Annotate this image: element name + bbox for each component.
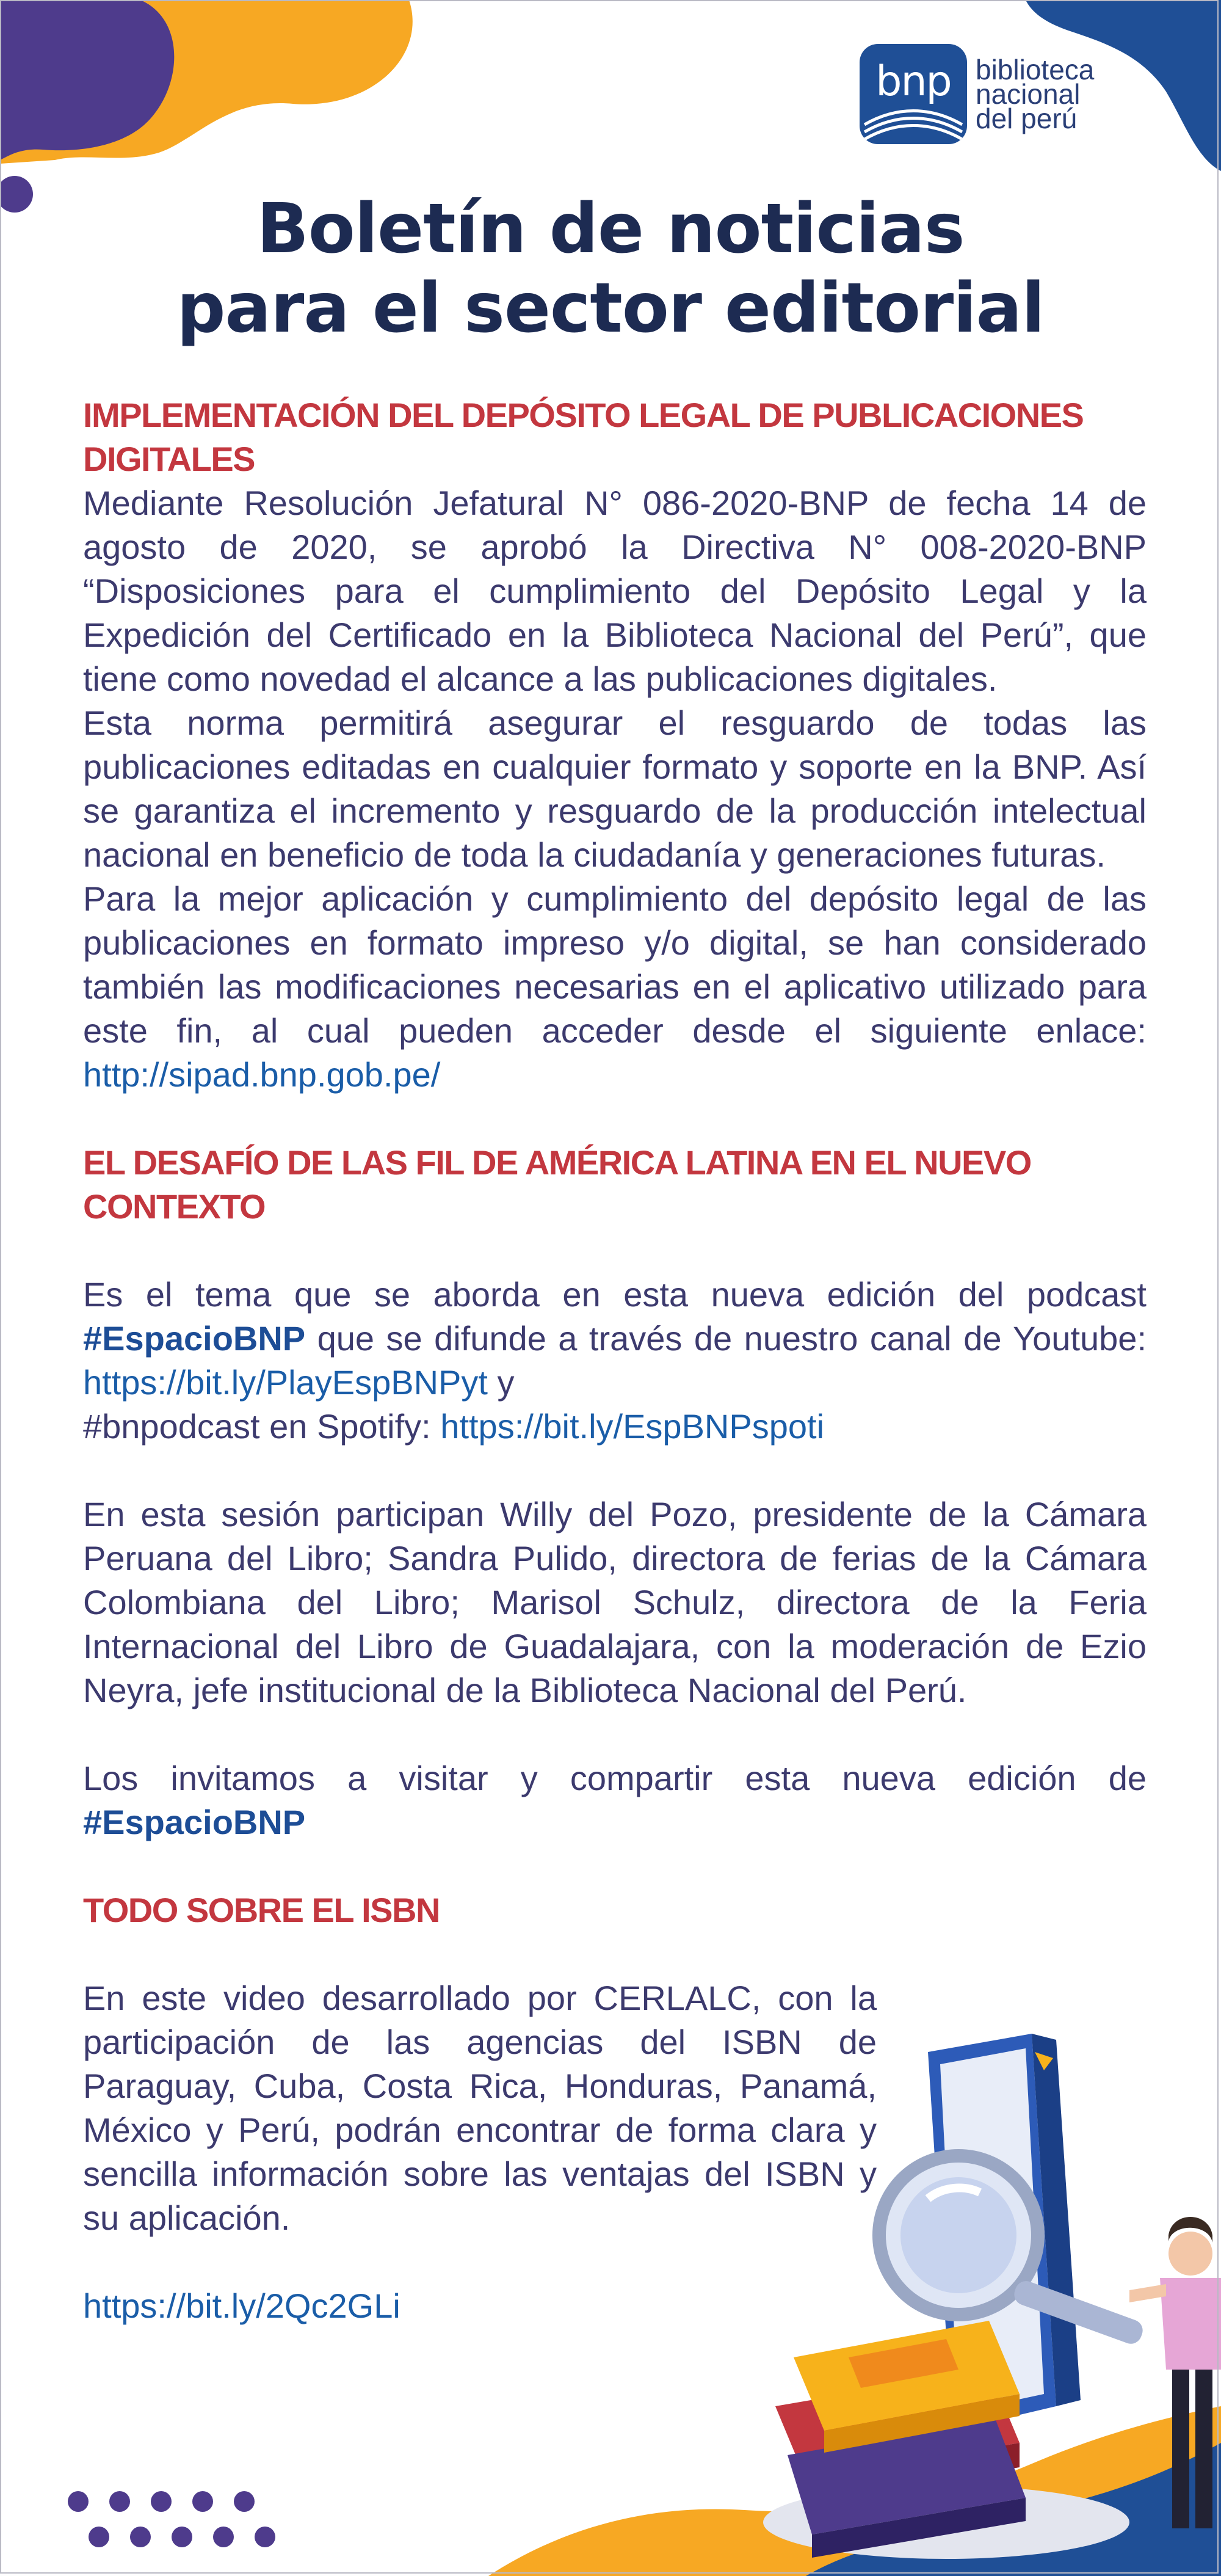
- fil-p1-text-a: Es el tema que se aborda en esta nueva edición del podcast: [83, 1275, 1147, 1314]
- espaciobnp-hashtag-2: #EspacioBNP: [83, 1803, 306, 1841]
- youtube-link[interactable]: https://bit.ly/PlayEspBNPyt: [83, 1363, 488, 1402]
- bnp-logo: [860, 44, 1094, 144]
- section-heading-isbn: TODO SOBRE EL ISBN: [83, 1891, 440, 1929]
- title-line-2: para el sector editorial: [176, 269, 1045, 348]
- books-magnifier-illustration: [702, 2028, 1221, 2565]
- bnp-logo-words: [976, 54, 1095, 134]
- bnp-logo-badge: [860, 44, 967, 144]
- deposito-paragraph-1: Mediante Resolución Jefatural N° 086-2020-BNP de fecha 14 de agosto de 2020, se aprobó la Directiva N° 008-2020-BNP “Disposiciones para el cumplimiento del Depósito Legal y la Expedición del Certificado en la Biblioteca Nacional del Perú”, que tiene como novedad el alcance a las publicaciones digitales.: [83, 484, 1147, 698]
- spotify-link[interactable]: https://bit.ly/EspBNPspoti: [440, 1407, 825, 1446]
- fil-paragraph-3: [83, 1756, 1147, 1844]
- deposito-paragraph-2: Esta norma permitirá asegurar el resguardo de todas las publicaciones editadas en cualquier formato y soporte en la BNP. Así se garantiza el incremento y resguardo de la producción intelectual nacional en beneficio de toda la ciudadanía y generaciones futuras.: [83, 704, 1147, 874]
- book-stack-icon: [775, 2321, 1026, 2558]
- section-heading-deposito: IMPLEMENTACIÓN DEL DEPÓSITO LEGAL DE PUBLICACIONES DIGITALES: [83, 396, 1084, 478]
- fil-paragraph-2: En esta sesión participan Willy del Pozo, presidente de la Cámara Peruana del Libro; Sandra Pulido, directora de ferias de la Cámara Colombiana del Libro; Marisol Schulz, directora de la Feria Internacional del Libro de Guadalajara, con la moderación de Ezio Neyra, jefe institucional de la Biblioteca Nacional del Perú.: [83, 1495, 1147, 1709]
- fil-paragraph-1: [83, 1273, 1147, 1449]
- logo-line-2: nacional: [976, 78, 1081, 110]
- title-line-1: Boletín de noticias: [256, 189, 965, 269]
- person-figure-icon: [1129, 2217, 1221, 2528]
- logo-line-3: del perú: [976, 103, 1078, 134]
- espaciobnp-hashtag: #EspacioBNP: [83, 1319, 306, 1358]
- fil-p1-text-c: y: [497, 1363, 515, 1402]
- section-heading-fil: EL DESAFÍO DE LAS FIL DE AMÉRICA LATINA EN EL NUEVO CONTEXTO: [83, 1143, 1031, 1226]
- fil-p1-text-b: que se difunde a través de nuestro canal de Youtube:: [317, 1319, 1147, 1358]
- fil-p1-text-d: #bnpodcast en Spotify:: [83, 1407, 431, 1446]
- deposito-paragraph-3-text: Para la mejor aplicación y cumplimiento del depósito legal de las publicaciones en formato impreso y/o digital, se han considerado también las modificaciones necesarias en el aplicativo utilizado para este fin, al cual pueden acceder desde el siguiente enlace:: [83, 879, 1147, 1050]
- deposito-paragraph-3: [83, 877, 1147, 1097]
- fil-p3-text: Los invitamos a visitar y compartir esta nueva edición de: [83, 1759, 1147, 1797]
- isbn-paragraph-1: En este video desarrollado por CERLALC, con la participación de las agencias del ISBN de Paraguay, Cuba, Costa Rica, Honduras, Panamá, México y Perú, podrán encontrar de forma clara y sencilla información sobre las ventajas del ISBN y su aplicación.: [83, 1979, 877, 2237]
- bnp-logo-badge-text: bnp: [875, 57, 951, 106]
- dots-pattern: [67, 2489, 287, 2556]
- sipad-link[interactable]: http://sipad.bnp.gob.pe/: [83, 1055, 441, 1094]
- book-pages-icon: [860, 100, 967, 144]
- logo-line-1: biblioteca: [976, 54, 1095, 86]
- page-title: [0, 189, 1221, 348]
- isbn-video-link[interactable]: https://bit.ly/2Qc2GLi: [83, 2287, 400, 2325]
